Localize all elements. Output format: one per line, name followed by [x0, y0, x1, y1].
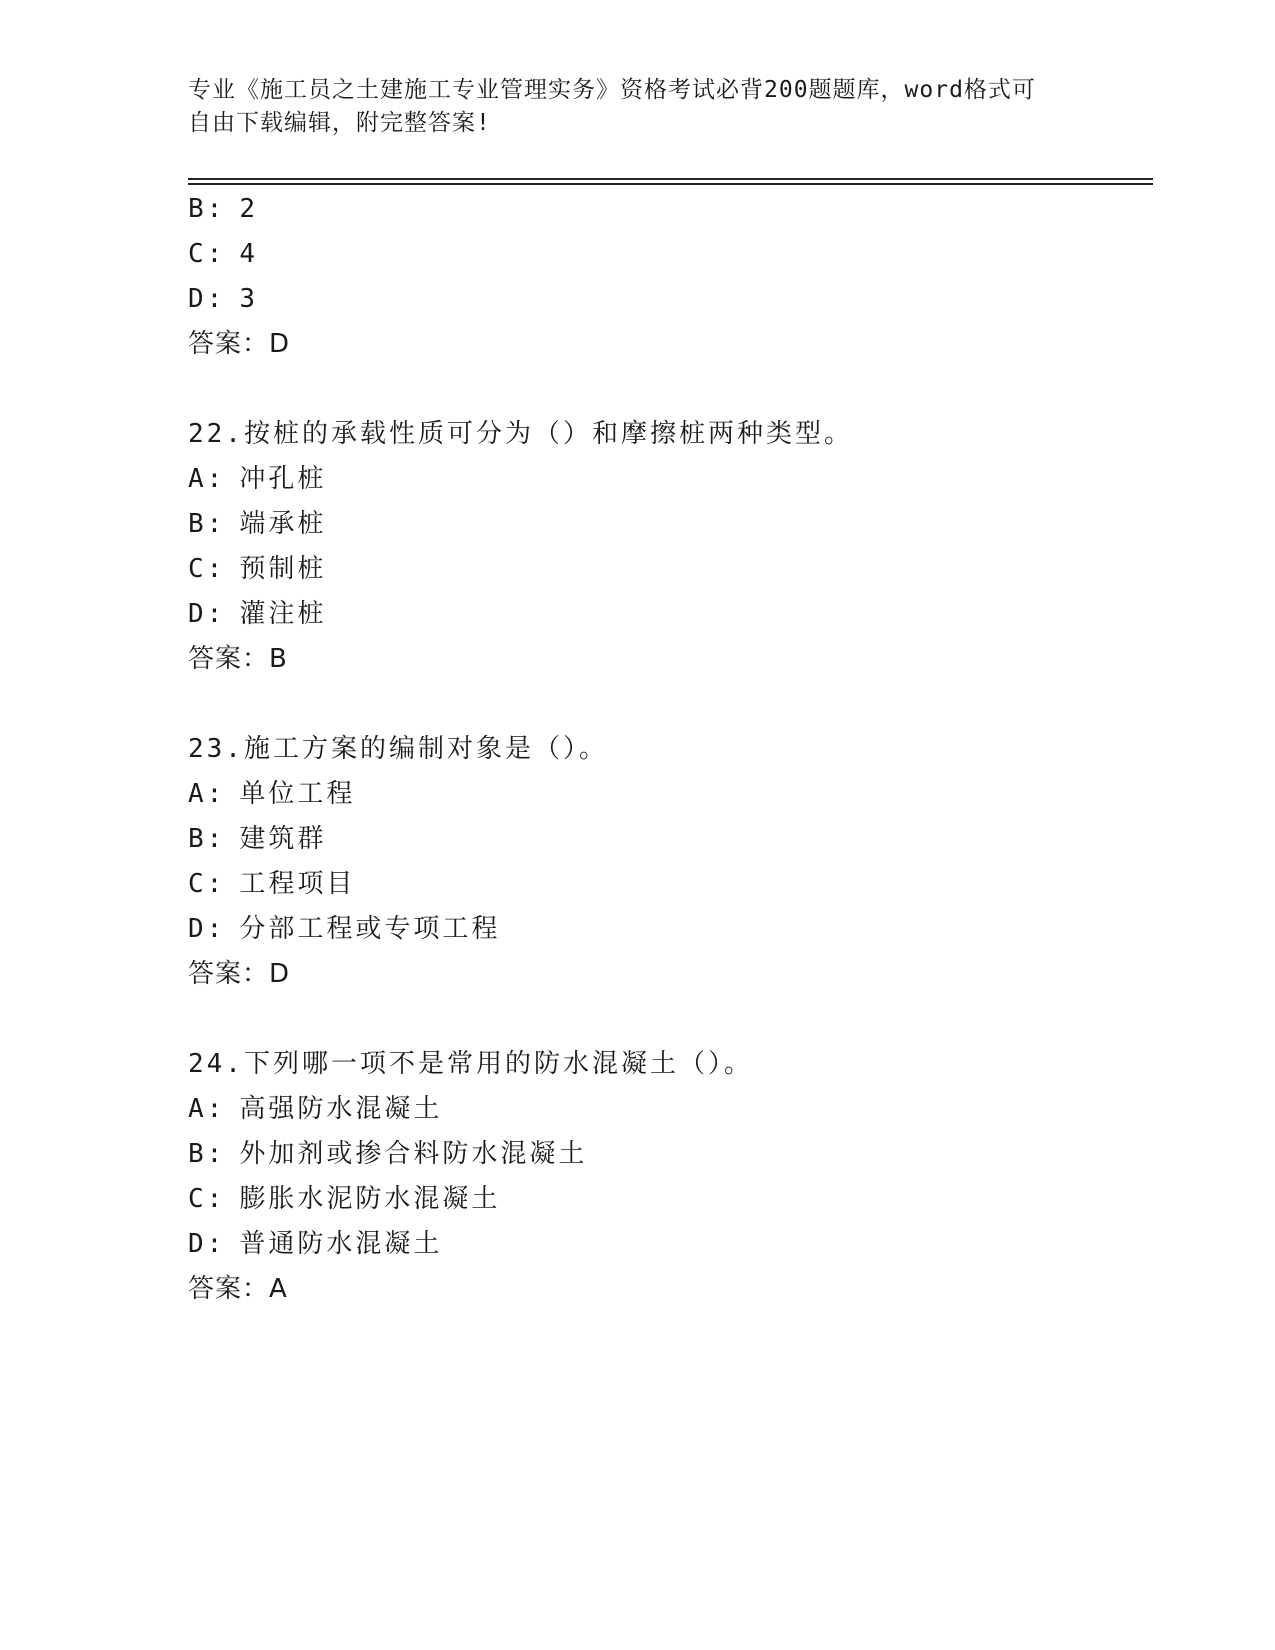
q23-option-b: B: 建筑群: [188, 824, 327, 854]
header-title-line-1: 专业《施工员之土建施工专业管理实务》资格考试必背200题题库，word格式可: [188, 77, 1036, 103]
q21-answer: 答案：D: [188, 329, 291, 359]
header-title-line-2: 自由下载编辑，附完整答案!: [188, 110, 491, 136]
q24-option-b: B: 外加剂或掺合料防水混凝土: [188, 1139, 588, 1169]
q23-answer: 答案：D: [188, 959, 291, 989]
q22-option-d: D: 灌注桩: [188, 599, 327, 629]
q24-option-d: D: 普通防水混凝土: [188, 1229, 443, 1259]
q23-option-c: C: 工程项目: [188, 869, 356, 899]
q23-option-d: D: 分部工程或专项工程: [188, 914, 501, 944]
q21-option-b: B: 2: [188, 194, 258, 224]
q24-question: 24.下列哪一项不是常用的防水混凝土（）。: [188, 1049, 753, 1079]
q22-option-a: A: 冲孔桩: [188, 464, 327, 494]
q24-option-c: C: 膨胀水泥防水混凝土: [188, 1184, 501, 1214]
q23-option-a: A: 单位工程: [188, 779, 356, 809]
q21-option-c: C: 4: [188, 239, 258, 269]
document-header: [188, 74, 1088, 140]
q22-option-b: B: 端承桩: [188, 509, 327, 539]
header-divider-bottom: [188, 183, 1153, 185]
q22-option-c: C: 预制桩: [188, 554, 327, 584]
q21-option-d: D: 3: [188, 284, 258, 314]
q23-question: 23.施工方案的编制对象是（）。: [188, 734, 608, 764]
q24-option-a: A: 高强防水混凝土: [188, 1094, 443, 1124]
q24-answer: 答案：A: [188, 1274, 288, 1304]
header-divider-top: [188, 178, 1153, 180]
q22-question: 22.按桩的承载性质可分为（）和摩擦桩两种类型。: [188, 419, 853, 449]
q22-answer: 答案：B: [188, 644, 288, 674]
